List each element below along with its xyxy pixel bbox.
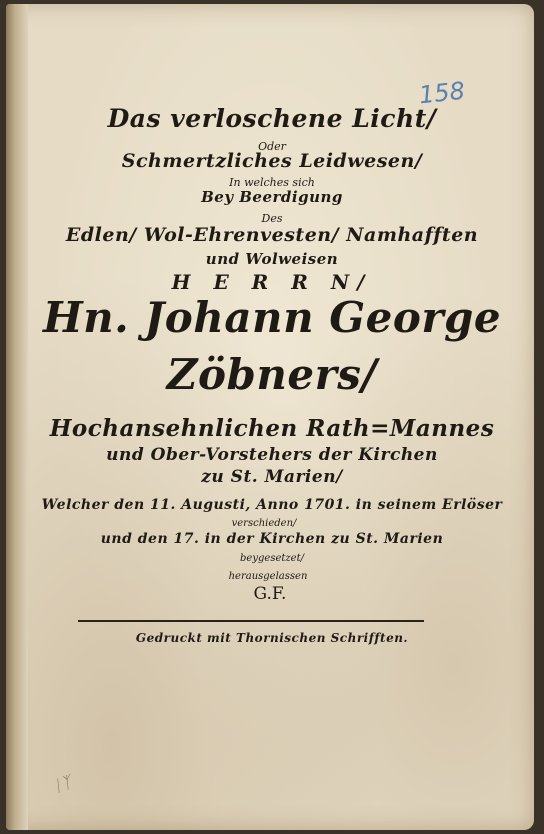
- folio-number: 158: [417, 76, 467, 110]
- title-edlen: Edlen/ Wol-Ehrenvesten/ Namhafften: [65, 224, 479, 246]
- title-verschieden: verschieden/: [231, 518, 297, 529]
- title-beygesetzet: beygesetzet/: [240, 553, 304, 564]
- title-main: Das verloschene Licht/: [107, 104, 437, 133]
- title-beerdigung: Bey Beerdigung: [201, 188, 343, 206]
- title-name: Hn. Johann George: [42, 293, 502, 342]
- separator-rule: [78, 620, 424, 622]
- title-herausgelassen: herausgelassen: [228, 571, 308, 582]
- title-wolweisen: und Wolweisen: [205, 250, 339, 268]
- title-church-office: und Ober-Vorstehers der Kirchen: [106, 445, 438, 465]
- title-death-date: Welcher den 11. Augusti, Anno 1701. in seinem Erlöser: [41, 497, 503, 513]
- title-des: Des: [261, 212, 283, 225]
- library-mark: ᛁᛉ: [49, 772, 74, 797]
- title-surname: Zöbners/: [166, 350, 378, 399]
- title-subtitle: Schmertzliches Leidwesen/: [121, 150, 423, 172]
- title-herrn: H E R R N/: [171, 270, 373, 294]
- title-oder: Oder: [258, 140, 286, 153]
- title-burial-date: und den 17. in der Kirchen zu St. Marien: [100, 531, 444, 547]
- title-in-welches: In welches sich: [229, 176, 315, 189]
- title-office: Hochansehnlichen Rath=Mannes: [49, 415, 495, 442]
- title-church: zu St. Marien/: [201, 467, 343, 487]
- imprint: Gedruckt mit Thornischen Schrifften.: [135, 631, 409, 645]
- title-author-initials: G.F.: [253, 584, 287, 604]
